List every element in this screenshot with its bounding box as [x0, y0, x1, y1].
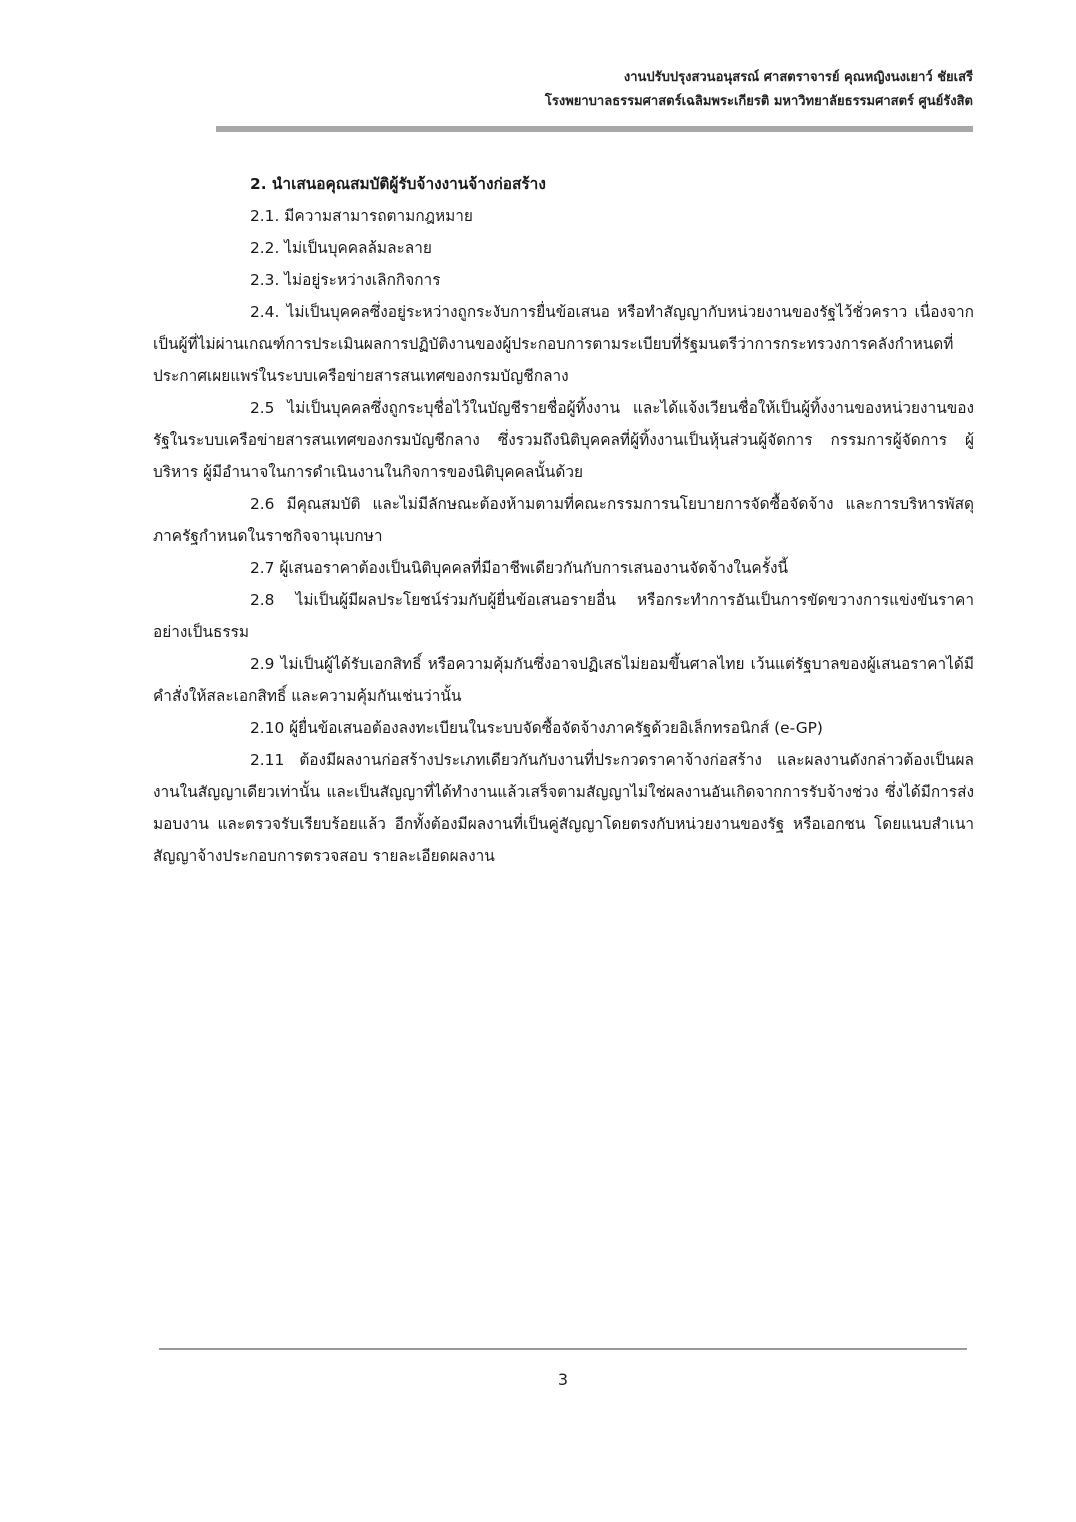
page-number: 3	[557, 1370, 569, 1389]
list-item: 2.7 ผู้เสนอราคาต้องเป็นนิติบุคคลที่มีอาชีพเดียวกันกับการเสนองานจัดจ้างในครั้งนี้	[250, 559, 789, 577]
header-project-title: งานปรับปรุงสวนอนุสรณ์ ศาสตราจารย์ คุณหญิงนงเยาว์ ชัยเสรี	[623, 70, 973, 85]
list-item: 2.6 มีคุณสมบัติ และไม่มีลักษณะต้องห้ามตามที่คณะกรรมการนโยบายการจัดซื้อจัดจ้าง และการบริหารพัสดุภาครัฐกำหนดในราชกิจจานุเบกษา	[153, 495, 974, 545]
section-heading: 2. นำเสนอคุณสมบัติผู้รับจ้างงานจ้างก่อสร้าง	[250, 175, 546, 193]
header-divider	[216, 126, 973, 132]
document-header	[545, 66, 973, 114]
list-item: 2.5 ไม่เป็นบุคคลซึ่งถูกระบุชื่อไว้ในบัญชีรายชื่อผู้ทิ้งงาน และได้แจ้งเวียนชื่อให้เป็นผู้ทิ้งงานของหน่วยงานของรัฐในระบบเครือข่ายสารสนเทศของกรมบัญชีกลาง ซึ่งรวมถึงนิติบุคคลที่ผู้ทิ้งงานเป็นหุ้นส่วนผู้จัดการ กรรมการผู้จัดการ ผู้บริหาร ผู้มีอำนาจในการดำเนินงานในกิจการของนิติบุคคลนั้นด้วย	[153, 399, 974, 481]
header-organization: โรงพยาบาลธรรมศาสตร์เฉลิมพระเกียรติ มหาวิทยาลัยธรรมศาสตร์ ศูนย์รังสิต	[544, 94, 973, 109]
list-item: 2.10 ผู้ยื่นข้อเสนอต้องลงทะเบียนในระบบจัดซื้อจัดจ้างภาครัฐด้วยอิเล็กทรอนิกส์ (e-GP)	[250, 719, 823, 737]
list-item: 2.2. ไม่เป็นบุคคลล้มละลาย	[250, 239, 432, 257]
list-item: 2.1. มีความสามารถตามกฎหมาย	[250, 207, 473, 225]
list-item: 2.11 ต้องมีผลงานก่อสร้างประเภทเดียวกันกับงานที่ประกวดราคาจ้างก่อสร้าง และผลงานดังกล่าวต้องเป็นผลงานในสัญญาเดียวเท่านั้น และเป็นสัญญาที่ได้ทำงานแล้วเสร็จตามสัญญาไม่ใช่ผลงานอันเกิดจากการรับจ้างช่วง ซึ่งได้มีการส่งมอบงาน และตรวจรับเรียบร้อยแล้ว อีกทั้งต้องมีผลงานที่เป็นคู่สัญญาโดยตรงกับหน่วยงานของรัฐ หรือเอกชน โดยแนบสำเนาสัญญาจ้างประกอบการตรวจสอบ รายละเอียดผลงาน	[153, 751, 974, 865]
list-item: 2.4. ไม่เป็นบุคคลซึ่งอยู่ระหว่างถูกระงับการยื่นข้อเสนอ หรือทำสัญญากับหน่วยงานของรัฐไว้ชั่วคราว เนื่องจากเป็นผู้ที่ไม่ผ่านเกณฑ์การประเมินผลการปฏิบัติงานของผู้ประกอบการตามระเบียบที่รัฐมนตรีว่าการกระทรวงการคลังกำหนดที่ประกาศเผยแพร่ในระบบเครือข่ายสารสนเทศของกรมบัญชีกลาง	[153, 303, 974, 385]
document-body	[153, 168, 974, 872]
list-item: 2.9 ไม่เป็นผู้ได้รับเอกสิทธิ์ หรือความคุ้มกันซึ่งอาจปฏิเสธไม่ยอมขึ้นศาลไทย เว้นแต่รัฐบาลของผู้เสนอราคาได้มีคำสั่งให้สละเอกสิทธิ์ และความคุ้มกันเช่นว่านั้น	[153, 655, 974, 705]
list-item: 2.3. ไม่อยู่ระหว่างเลิกกิจการ	[250, 271, 441, 289]
list-item: 2.8 ไม่เป็นผู้มีผลประโยชน์ร่วมกับผู้ยื่นข้อเสนอรายอื่น หรือกระทำการอันเป็นการขัดขวางการแข่งขันราคาอย่างเป็นธรรม	[153, 591, 974, 641]
footer-divider	[159, 1348, 967, 1350]
